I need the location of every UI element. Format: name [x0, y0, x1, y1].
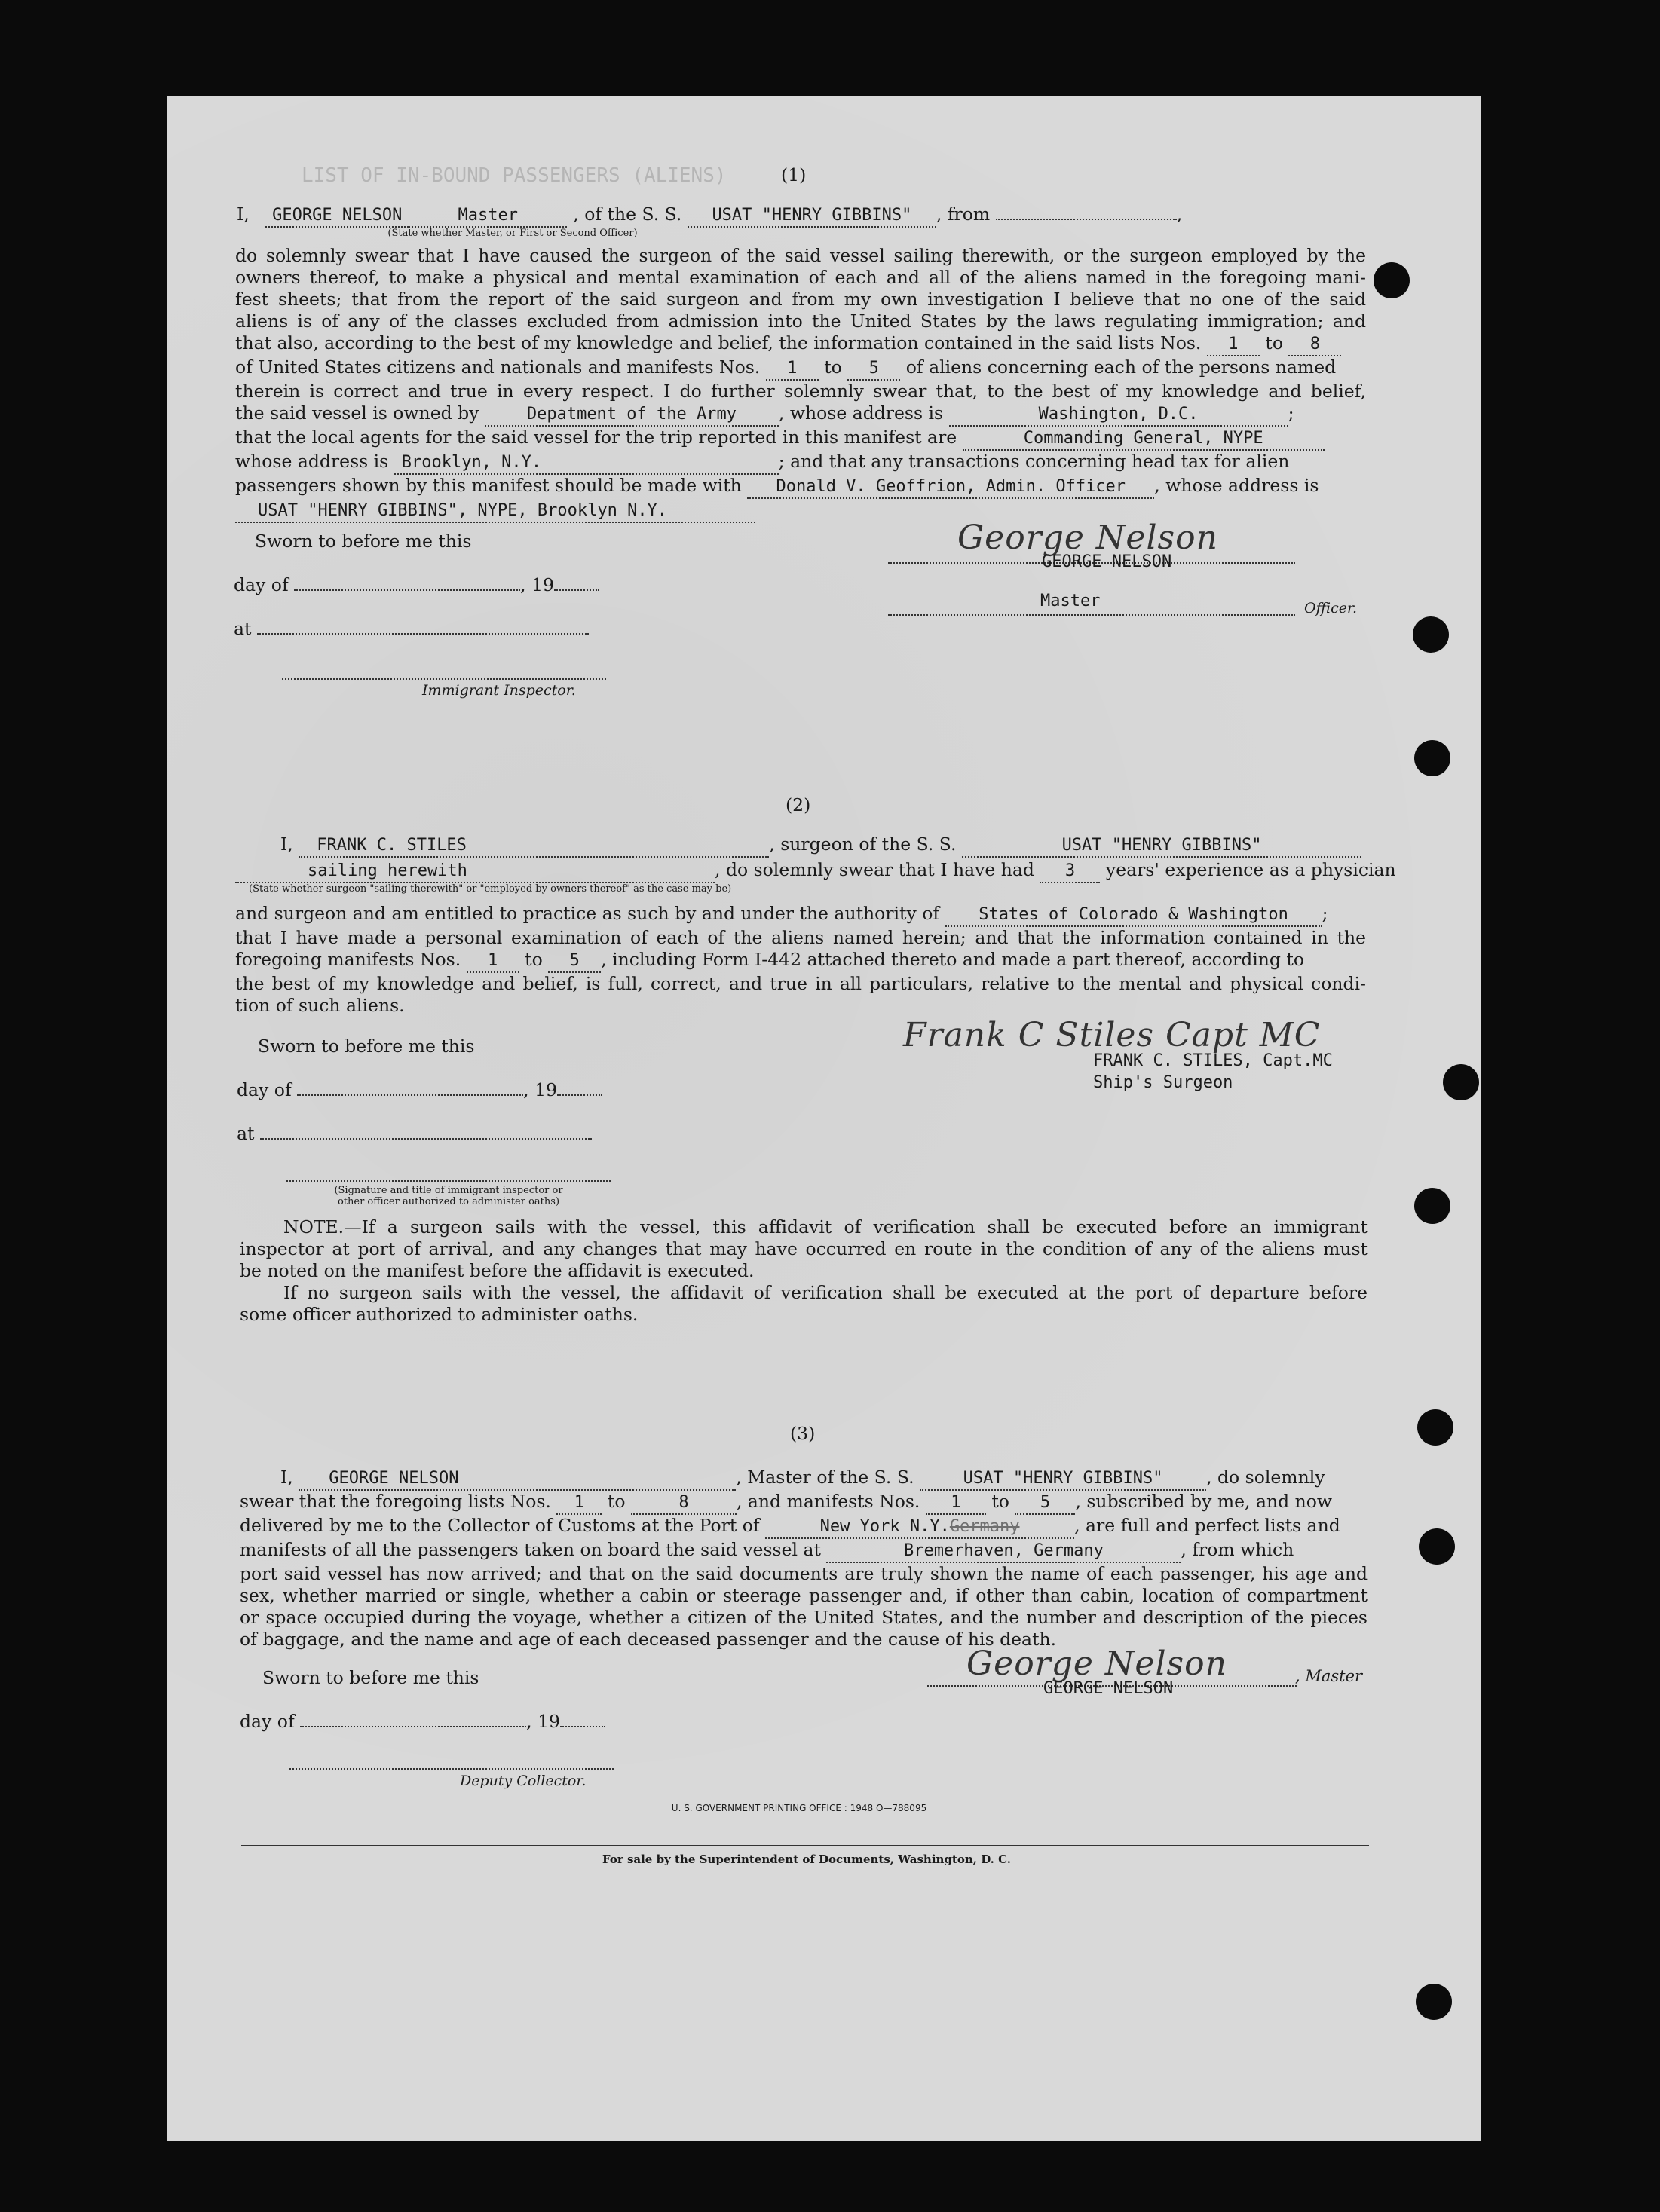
section-2-opening: I, FRANK C. STILES , surgeon of the S. S. USAT "HENRY GIBBINS" — [280, 834, 1361, 858]
owner-field: Depatment of the Army — [485, 403, 779, 427]
collector-master-signature: George Nelson — [966, 1644, 1227, 1683]
lists-to-field: 8 — [1288, 333, 1341, 356]
year-field — [554, 589, 599, 591]
years-field: 3 — [1040, 860, 1100, 883]
section-3-day-of: day of , 19 — [240, 1711, 605, 1733]
headtax-agent-field: Donald V. Geoffrion, Admin. Officer — [747, 476, 1154, 499]
collector-lists-from-field: 1 — [556, 1491, 602, 1515]
section-1-signer-title: Master — [1040, 592, 1101, 610]
master-name-field: GEORGE NELSON — [265, 204, 409, 228]
section-1-sworn: Sworn to before me this — [255, 531, 472, 552]
surgeon-signature: Frank C Stiles Capt MC — [903, 1016, 1321, 1054]
section-2-at: at — [237, 1123, 592, 1145]
agent-address-field: Brooklyn, N.Y. — [394, 451, 779, 475]
section-1-at: at — [234, 618, 589, 640]
section-2-sworn: Sworn to before me this — [258, 1036, 475, 1057]
bleed-through-header: LIST OF IN-BOUND PASSENGERS (ALIENS) — [302, 164, 727, 187]
rank-hint: (State whether Master, or First or Second Officer) — [387, 228, 638, 239]
collector-signature-line — [289, 1768, 614, 1770]
owner-address-field: Washington, D.C. — [949, 403, 1288, 427]
surgeon-ship-field: USAT "HENRY GIBBINS" — [962, 834, 1361, 858]
section-3-signer-title: , Master — [1295, 1667, 1363, 1685]
manifests-to-field: 5 — [847, 357, 900, 381]
collector-ship-field: USAT "HENRY GIBBINS" — [920, 1467, 1206, 1491]
section-3-number: (3) — [790, 1423, 816, 1444]
footer-rule — [241, 1845, 1369, 1846]
authority-field: States of Colorado & Washington — [945, 904, 1322, 927]
surgeon-name-field: FRANK C. STILES — [299, 834, 769, 858]
inspector-signature-line — [282, 678, 606, 680]
surgeon-inspector-line — [286, 1180, 611, 1182]
agents-field: Commanding General, NYPE — [963, 427, 1325, 451]
collector-day-of-field — [300, 1726, 526, 1727]
punch-hole — [1417, 1409, 1453, 1446]
section-3-signer: GEORGE NELSON — [1043, 1679, 1174, 1698]
headtax-address-field: USAT "HENRY GIBBINS", NYPE, Brooklyn N.Y. — [235, 500, 755, 523]
punch-hole — [1414, 740, 1450, 776]
section-1-body: do solemnly swear that I have caused the surgeon of the said vessel sailing therewith, or the surgeon employed by the owners thereof, to make a physical and mental examination of each and all of the aliens named in the foregoing mani- fest sheets; that from the report of the said surgeon and from my own investigation I believe that no one of the said aliens is of any of the classes excluded from admission into the United States by the laws regulating immigration; and that also, according to the best of my knowledge and belief, the information contained in the said lists Nos. 1 to 8 of United States citizens and nationals and manifests Nos. 1 to 5 of aliens concerning each of the persons named therein is correct and true in every respect. I do further solemnly swear that, to the best of my knowledge and belief, the said vessel is owned by Depatment of the Army , whose address is Washington, D.C. ; that the local agents for the said vessel for the trip reported in this manifest are Commanding General, NYPE whose address is Brooklyn, N.Y. ; and that any transactions concerning head tax for alien passengers shown by this manifest should be made with Donald V. Geoffrion, Admin. Officer , whose address is USAT "HENRY GIBBINS", NYPE, Brooklyn N.Y. — [235, 245, 1366, 523]
punch-hole — [1413, 616, 1449, 653]
section-2-day-of: day of , 19 — [237, 1079, 602, 1101]
punch-hole — [1414, 1188, 1450, 1224]
section-1-signer: GEORGE NELSON — [1042, 552, 1172, 571]
master-signature: George Nelson — [957, 519, 1218, 557]
collector-manifests-from-field: 1 — [926, 1491, 986, 1515]
section-1-number: (1) — [781, 164, 807, 185]
punch-hole — [1419, 1528, 1455, 1565]
section-1-day-of: day of , 19 — [234, 574, 599, 596]
punch-hole — [1374, 262, 1410, 298]
from-port-field — [996, 219, 1177, 220]
rank-field: Master — [409, 204, 567, 228]
surgeon-manifests-to-field: 5 — [548, 950, 601, 973]
section-2-number: (2) — [786, 794, 811, 815]
at-field — [257, 633, 589, 635]
collector-label: Deputy Collector. — [460, 1773, 587, 1789]
punch-hole — [1416, 1984, 1452, 2020]
surgeon-manifests-from-field: 1 — [467, 950, 519, 973]
surgeon-status-hint: (State whether surgeon "sailing therewith" or "employed by owners thereof" as the case may be) — [249, 883, 732, 895]
gpo-imprint: U. S. GOVERNMENT PRINTING OFFICE : 1948 O—788095 — [671, 1803, 927, 1813]
collector-manifests-to-field: 5 — [1015, 1491, 1075, 1515]
sale-notice: For sale by the Superintendent of Documents, Washington, D. C. — [602, 1853, 1012, 1866]
surgeon-year-field — [557, 1094, 602, 1096]
arrival-port-field: New York N.Y.Germany — [765, 1516, 1074, 1539]
surgeon-at-field — [260, 1138, 592, 1140]
collector-lists-to-field: 8 — [631, 1491, 737, 1515]
section-2-signer-title: Ship's Surgeon — [1093, 1073, 1233, 1092]
departure-port-field: Bremerhaven, Germany — [826, 1540, 1181, 1563]
collector-year-field — [560, 1726, 605, 1727]
collector-master-name-field: GEORGE NELSON — [299, 1467, 736, 1491]
surgeon-status-field: sailing herewith — [235, 860, 715, 883]
section-2-signer: FRANK C. STILES, Capt.MC — [1093, 1051, 1333, 1070]
manifests-from-field: 1 — [766, 357, 819, 381]
section-3-body: I, GEORGE NELSON , Master of the S. S. USAT "HENRY GIBBINS" , do solemnly swear that the foregoing lists Nos. 1 to 8 , and manifests Nos. 1 to 5 , subscribed by me, and now delivered by me to the Collector of Customs at the Port of New York N.Y.Germany , are full and perfect lists and manifests of all the passengers taken on board the said vessel at Bremerhaven, Germany , from which port said vessel has now arrived; and that on the said documents are truly shown the name of each passenger, his age and sex, whether married or single, whether a cabin or steerage passenger and, if other than cabin, location of compartment or space occupied during the voyage, whether a citizen of the United States, and the number and description of the pieces of baggage, and the name and age of each deceased passenger and the cause of his death. — [240, 1467, 1368, 1650]
surgeon-inspector-hint: (Signature and title of immigrant inspector or other officer authorized to administer oaths) — [334, 1185, 563, 1207]
inspector-label: Immigrant Inspector. — [422, 682, 576, 699]
title-line — [888, 614, 1295, 616]
section-2-body: and surgeon and am entitled to practice as such by and under the authority of States of Colorado & Washington ; that I have made a personal examination of each of the aliens named herein; and that the information contained in the foregoing manifests Nos. 1 to 5 , including Form I-442 attached thereto and made a part thereof, according to the best of my knowledge and belief, is full, correct, and true in all particulars, relative to the mental and physical condi- tion of such aliens. — [235, 903, 1366, 1016]
section-1-opening: I, GEORGE NELSON Master , of the S. S. USAT "HENRY GIBBINS" , from , — [237, 203, 1368, 228]
surgeon-day-of-field — [297, 1094, 523, 1096]
note-block: NOTE.—If a surgeon sails with the vessel, this affidavit of verification shall be executed before an immigrant inspector at port of arrival, and any changes that may have occurred en route in the condition of any of the aliens must be noted on the manifest before the affidavit is executed. If no surgeon sails with the vessel, the affidavit of verification shall be executed at the port of departure before some officer authorized to administer oaths. — [240, 1216, 1368, 1325]
ship-name-field: USAT "HENRY GIBBINS" — [688, 204, 936, 228]
punch-hole — [1443, 1064, 1479, 1100]
lists-from-field: 1 — [1207, 333, 1260, 356]
section-3-sworn: Sworn to before me this — [262, 1667, 479, 1688]
day-of-field — [294, 589, 520, 591]
officer-word: Officer. — [1304, 600, 1358, 616]
section-2-status-line: sailing herewith , do solemnly swear that I have had 3 years' experience as a physician — [235, 859, 1396, 883]
